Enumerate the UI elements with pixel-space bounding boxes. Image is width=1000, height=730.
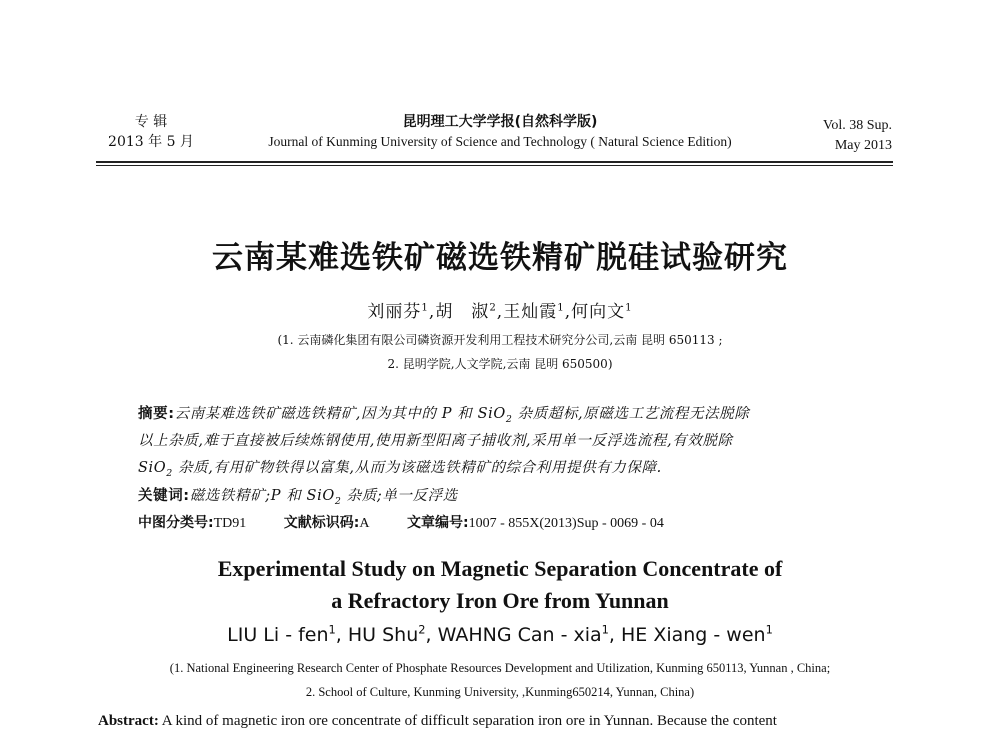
header-rule-thick <box>96 161 893 163</box>
subscript: 2 <box>334 495 342 507</box>
abstract-en-label: Abstract: <box>98 713 159 729</box>
abstract-en-line-1 <box>98 713 777 730</box>
author-affil-mark: 2 <box>418 622 426 637</box>
author-affil-mark: 1 <box>328 622 336 637</box>
author-affil-mark: 1 <box>421 302 429 314</box>
classification-line <box>138 512 664 532</box>
authors-en: LIU Li - fen$^1$, HU Shu$^2$, WAHNG Can - xia$^1$, HE Xiang - wen$^1$ <box>227 622 773 646</box>
affiliation-cn-1: (1. 云南磷化集团有限公司磷资源开发利用工程技术研究分公司,云南 昆明 650113 ; <box>277 333 723 347</box>
author-affil-mark: 1 <box>625 302 633 314</box>
article-no-label: 文章编号: <box>407 515 469 531</box>
doc-code-value: A <box>359 516 370 531</box>
clc-label: 中图分类号: <box>138 515 214 531</box>
journal-title-en: Journal of Kunming University of Science and Technology ( Natural Science Edition) <box>268 134 732 149</box>
abstract-cn-line-2: 以上杂质,难于直接被后续炼钢使用,使用新型阳离子捕收剂,采用单一反浮选流程,有效脱除 <box>138 433 733 449</box>
doc-code-label: 文献标识码: <box>283 515 360 531</box>
paper-title-cn: 云南某难选铁矿磁选铁精矿脱硅试验研究 <box>212 240 788 276</box>
subscript: 2 <box>166 467 173 479</box>
author-cn: 何向文 <box>571 302 626 322</box>
header-left <box>96 112 206 152</box>
affiliation-en-1: (1. National Engineering Research Center of Phosphate Resources Development and Utilization, Kunming 650113, Yunnan , China; <box>169 661 831 675</box>
author-affil-mark: 2 <box>489 302 497 314</box>
author-affil-mark: 1 <box>765 622 773 637</box>
paper-title-en-line-2: a Refractory Iron Ore from Yunnan <box>331 588 669 613</box>
subscript: 2 <box>505 413 513 425</box>
keywords-line <box>138 484 458 505</box>
author-en: HU Shu <box>347 624 419 646</box>
keywords-label: 关键词: <box>138 488 190 504</box>
abstract-cn-text: 云南某难选铁矿磁选铁精矿,因为其中的 P 和 SiO <box>174 406 506 422</box>
author-en: LIU Li - fen <box>227 624 329 646</box>
article-no-value: 1007 - 855X(2013)Sup - 0069 - 04 <box>468 516 664 531</box>
abstract-cn-text: 杂质超标,原磁选工艺流程无法脱除 <box>512 406 750 422</box>
header-right <box>823 116 892 156</box>
author-cn: 王灿霞 <box>503 302 558 322</box>
special-issue-label: 专 辑 <box>134 114 168 130</box>
journal-title-cn: 昆明理工大学学报(自然科学版) <box>402 114 598 130</box>
volume-label: Vol. 38 Sup. <box>823 118 892 133</box>
paper-title-en-line-1: Experimental Study on Magnetic Separation Concentrate of <box>217 556 783 581</box>
authors-cn: 刘丽芬$^1$,胡 淑$^2$,王灿霞$^1$,何向文$^1$ <box>367 302 633 322</box>
author-affil-mark: 1 <box>557 302 565 314</box>
author-en: HE Xiang - wen <box>621 624 766 646</box>
keywords-text: 杂质;单一反浮选 <box>341 488 458 504</box>
abstract-cn-line-1 <box>138 402 749 423</box>
author-cn: 胡 淑 <box>435 302 490 322</box>
abstract-cn-text: SiO <box>138 460 167 476</box>
author-en: WAHNG Can - xia <box>437 624 602 646</box>
header-rule-thin <box>96 165 893 166</box>
affiliation-cn-2: 2. 昆明学院,人文学院,云南 昆明 650500) <box>387 357 613 371</box>
author-cn: 刘丽芬 <box>367 302 422 322</box>
clc-value: TD91 <box>213 516 247 531</box>
keywords-text: 磁选铁精矿;P 和 SiO <box>189 488 335 504</box>
issue-date-cn: 2013 年 5 月 <box>108 134 194 150</box>
abstract-cn-label: 摘要: <box>138 406 175 422</box>
author-affil-mark: 1 <box>601 622 609 637</box>
issue-date-en: May 2013 <box>834 138 892 153</box>
abstract-en-text: A kind of magnetic iron ore concentrate of difficult separation iron ore in Yunnan. Because the content <box>158 713 777 729</box>
abstract-cn-text: 杂质,有用矿物铁得以富集,从而为该磁选铁精矿的综合利用提供有力保障. <box>172 460 662 476</box>
header-center <box>220 112 780 152</box>
affiliation-en-2: 2. School of Culture, Kunming University, ,Kunming650214, Yunnan, China) <box>305 685 695 699</box>
abstract-cn-line-3 <box>138 456 662 477</box>
